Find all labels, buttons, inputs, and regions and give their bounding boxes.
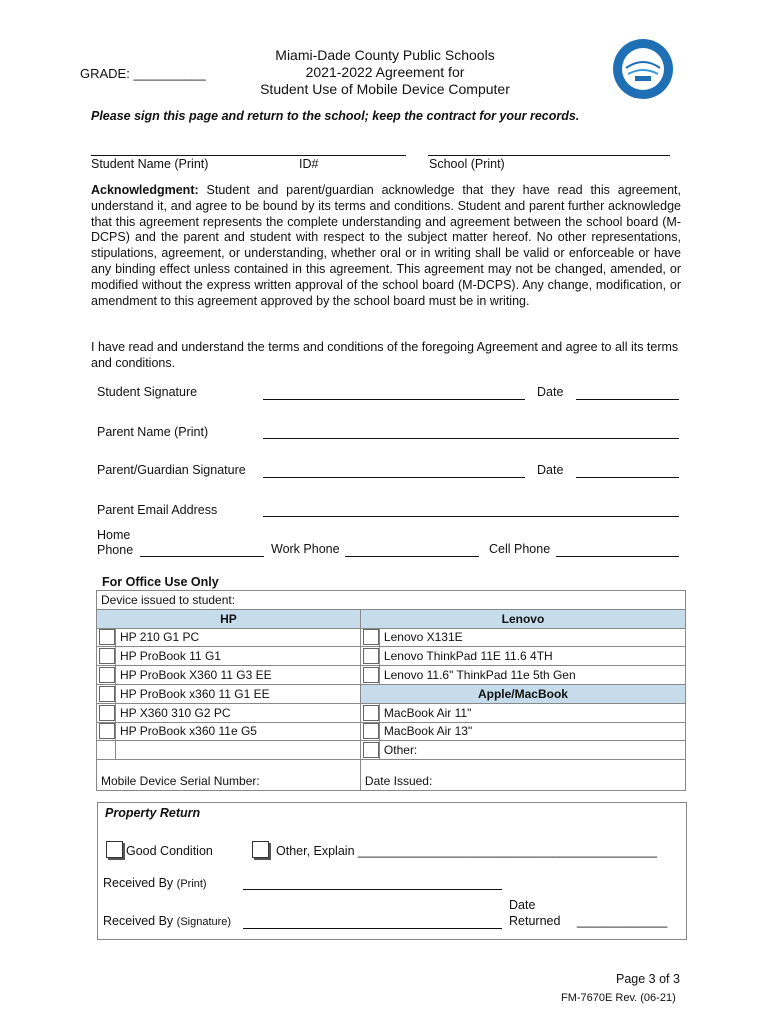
- school-label: School (Print): [429, 157, 505, 171]
- hp-item-6: HP ProBook x360 11e G5: [116, 722, 361, 741]
- received-by-print-label: [103, 876, 207, 890]
- grade-label: GRADE: __________: [80, 66, 206, 81]
- cell-phone-label: Cell Phone: [489, 542, 551, 556]
- hp-item-4: HP ProBook x360 11 G1 EE: [116, 684, 361, 703]
- date-returned-label-2: Returned: [509, 914, 561, 928]
- parent-name-label: Parent Name (Print): [97, 425, 209, 439]
- form-number: FM-7670E Rev. (06-21): [561, 992, 676, 1004]
- school-line[interactable]: [428, 155, 670, 156]
- acknowledgment-heading: Acknowledgment:: [91, 183, 199, 197]
- lenovo-item-3: Lenovo 11.6" ThinkPad 11e 5th Gen: [379, 666, 685, 685]
- student-name-label: Student Name (Print): [91, 157, 209, 171]
- date-returned-blank[interactable]: _____________: [577, 914, 668, 928]
- apple-item-1: MacBook Air 11": [379, 703, 685, 722]
- work-phone-label: Work Phone: [271, 542, 340, 556]
- hp-header: HP: [97, 609, 361, 628]
- received-print-hint: (Print): [176, 878, 207, 890]
- hp-item-3: HP ProBook X360 11 G3 EE: [116, 666, 361, 685]
- hp-item-2: HP ProBook 11 G1: [116, 647, 361, 666]
- id-label: ID#: [299, 157, 319, 171]
- received-by-signature-line[interactable]: [243, 928, 502, 929]
- title-line-3: Student Use of Mobile Device Computer: [260, 81, 510, 97]
- good-condition-checkbox[interactable]: [106, 841, 123, 858]
- lenovo-checkbox-1[interactable]: [363, 629, 379, 645]
- hp-checkbox-6[interactable]: [99, 723, 115, 739]
- lenovo-checkbox-2[interactable]: [363, 648, 379, 664]
- date-returned-label-1: Date: [509, 898, 536, 912]
- device-table: [96, 590, 686, 791]
- apple-item-other[interactable]: Other:: [379, 741, 685, 760]
- hp-empty-item: [116, 741, 361, 760]
- home-phone-label-2: Phone: [97, 543, 134, 557]
- title-line-2: 2021-2022 Agreement for: [305, 64, 465, 80]
- home-phone-label-1: Home: [97, 528, 131, 542]
- received-by-print-line[interactable]: [243, 889, 502, 890]
- parent-name-line[interactable]: [263, 438, 679, 439]
- received-print-text: Received By: [103, 876, 177, 890]
- property-return-heading: Property Return: [105, 806, 201, 820]
- date-label-1: Date: [537, 385, 564, 399]
- received-sig-hint: (Signature): [176, 916, 232, 928]
- property-return-box: [97, 802, 687, 940]
- good-condition-label: Good Condition: [126, 844, 213, 858]
- student-signature-label: Student Signature: [97, 385, 198, 399]
- received-by-signature-label: [103, 914, 231, 928]
- work-phone-line[interactable]: [345, 556, 479, 557]
- date-line-2[interactable]: [576, 477, 679, 478]
- other-explain-label[interactable]: Other, Explain ___________________________________________: [276, 844, 657, 858]
- guardian-signature-line[interactable]: [263, 477, 525, 478]
- serial-number-label[interactable]: Mobile Device Serial Number:: [97, 760, 361, 791]
- lenovo-header: Lenovo: [360, 609, 685, 628]
- lenovo-checkbox-3[interactable]: [363, 667, 379, 683]
- title-line-1: Miami-Dade County Public Schools: [275, 47, 495, 63]
- hp-checkbox-2[interactable]: [99, 648, 115, 664]
- lenovo-item-1: Lenovo X131E: [379, 628, 685, 647]
- hp-item-5: HP X360 310 G2 PC: [116, 703, 361, 722]
- acknowledgment-text: Student and parent/guardian acknowledge that they have read this agreement, understand it, and agree to be bound by its terms and conditions. Student and parent further acknowledge that this agreement represents the complete understanding and agreement between the school board (M-DCPS) and the parent and student with respect to the subject matter hereof. No other representations, stipulations, agreement, or understanding, whether oral or in writing shall be valid or enforceable or have any binding effect unless contained in this agreement. This agreement may not be changed, amended, or modified without the express written approval of the school board (M-DCPS). Any change, modification, or amendment to this agreement approved by the school board must be in writing.: [91, 183, 681, 308]
- apple-header: Apple/MacBook: [360, 684, 685, 703]
- hp-checkbox-3[interactable]: [99, 667, 115, 683]
- email-line[interactable]: [263, 516, 679, 517]
- agreement-statement: I have read and understand the terms and conditions of the foregoing Agreement and agree to all its terms and conditions.: [91, 340, 679, 370]
- school-district-logo: [612, 38, 674, 100]
- acknowledgment-paragraph: [91, 183, 681, 309]
- hp-checkbox-5[interactable]: [99, 705, 115, 721]
- instruction-text: Please sign this page and return to the school; keep the contract for your records.: [91, 109, 580, 123]
- home-phone-label: [97, 528, 133, 558]
- email-label: Parent Email Address: [97, 503, 218, 517]
- hp-item-1: HP 210 G1 PC: [116, 628, 361, 647]
- apple-checkbox-other[interactable]: [363, 742, 379, 758]
- date-issued-label[interactable]: Date Issued:: [360, 760, 685, 791]
- apple-item-2: MacBook Air 13": [379, 722, 685, 741]
- device-issued-label: Device issued to student:: [97, 591, 686, 610]
- student-name-id-line[interactable]: [91, 155, 406, 156]
- hp-checkbox-4[interactable]: [99, 686, 115, 702]
- apple-checkbox-2[interactable]: [363, 723, 379, 739]
- hp-empty-cell: [97, 741, 116, 760]
- student-signature-line[interactable]: [263, 399, 525, 400]
- home-phone-line[interactable]: [140, 556, 264, 557]
- lenovo-item-2: Lenovo ThinkPad 11E 11.6 4TH: [379, 647, 685, 666]
- guardian-signature-label: Parent/Guardian Signature: [97, 463, 246, 477]
- apple-checkbox-1[interactable]: [363, 705, 379, 721]
- other-checkbox[interactable]: [252, 841, 269, 858]
- cell-phone-line[interactable]: [556, 556, 679, 557]
- office-use-heading: For Office Use Only: [102, 575, 219, 589]
- received-sig-text: Received By: [103, 914, 177, 928]
- date-line-1[interactable]: [576, 399, 679, 400]
- page-number: Page 3 of 3: [616, 972, 680, 986]
- hp-checkbox-1[interactable]: [99, 629, 115, 645]
- date-label-2: Date: [537, 463, 564, 477]
